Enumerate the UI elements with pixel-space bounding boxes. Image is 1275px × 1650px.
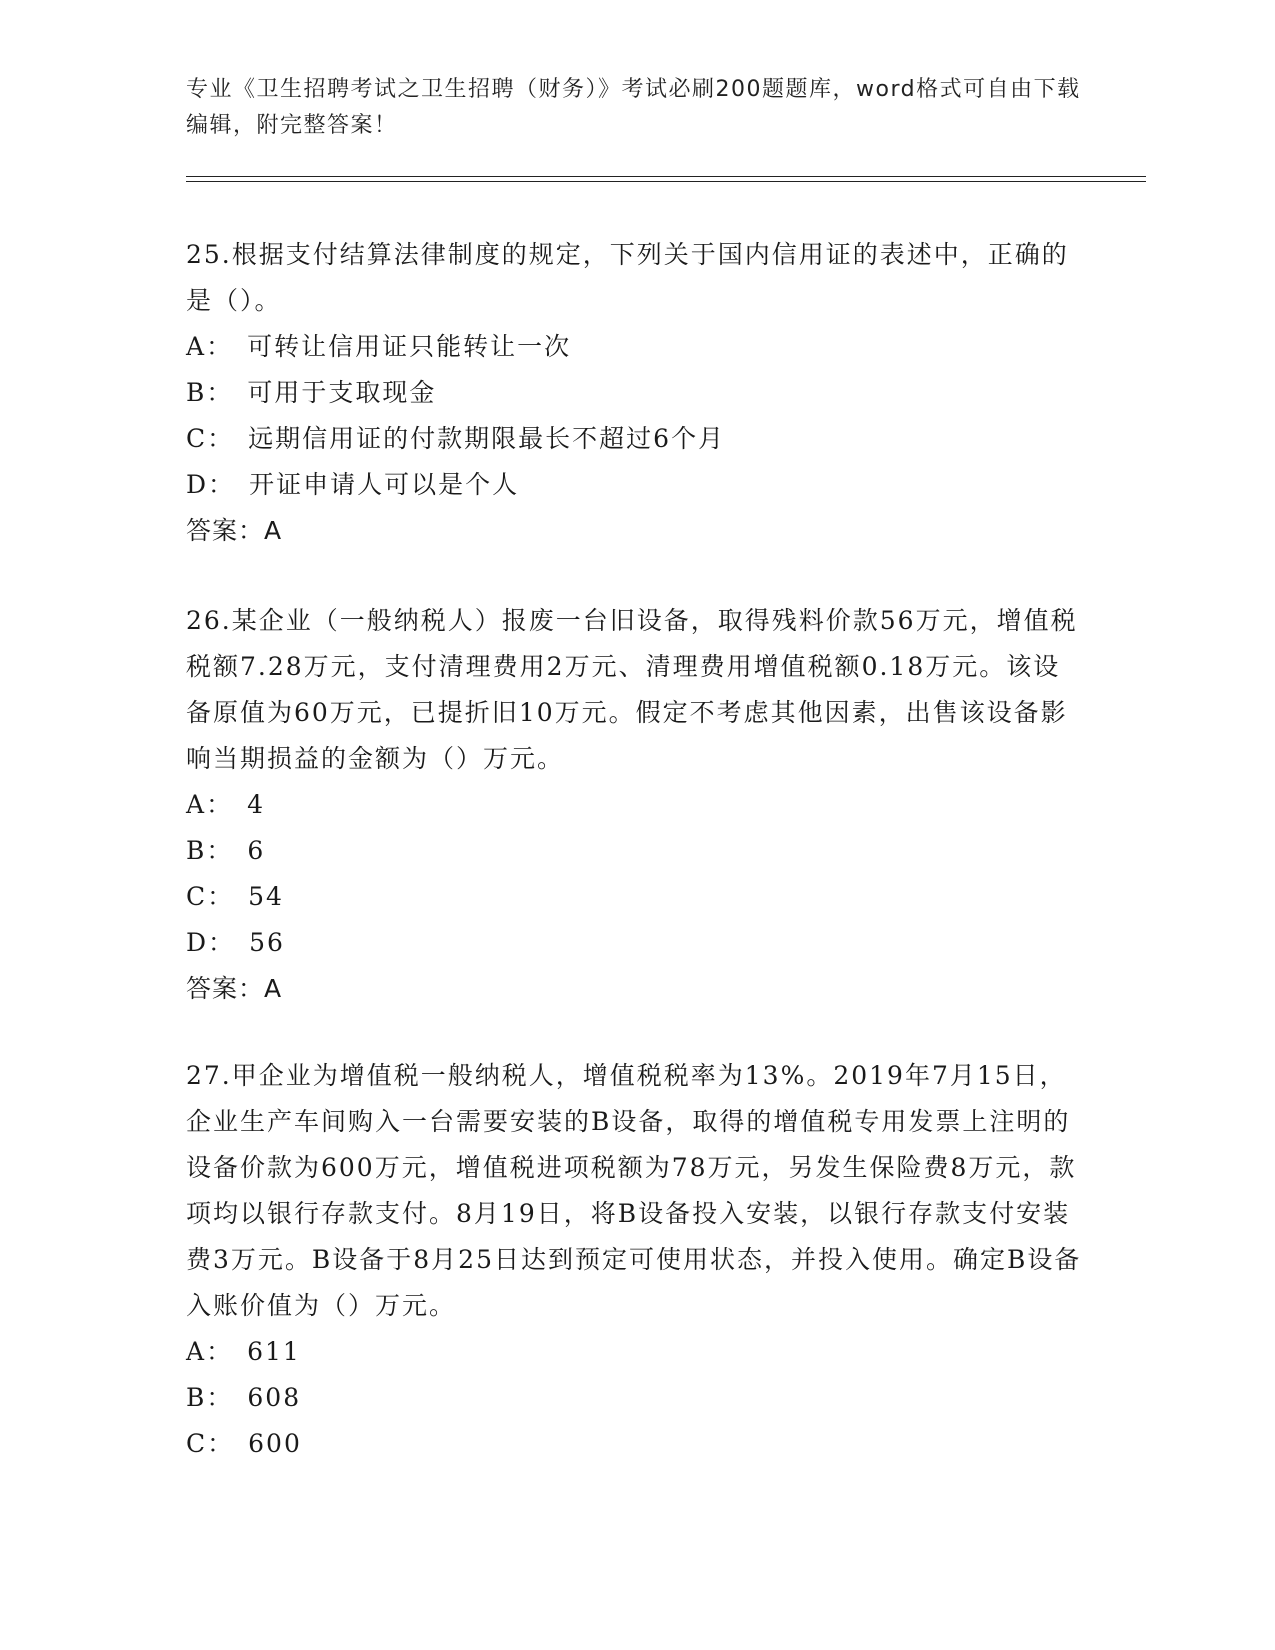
option-letter: C <box>186 882 208 911</box>
option-text: 4 <box>247 790 265 819</box>
option-letter: A <box>186 332 207 361</box>
option-text: 远期信用证的付款期限最长不超过6个月 <box>248 424 726 453</box>
option-text: 611 <box>247 1337 301 1366</box>
option-c <box>186 1421 1086 1467</box>
header-divider-bottom <box>186 181 1146 182</box>
option-c <box>186 416 1086 462</box>
option-text: 6 <box>247 836 266 865</box>
option-letter: B <box>186 1383 207 1412</box>
option-letter: B <box>186 378 207 407</box>
option-separator: ： <box>207 424 235 453</box>
option-text: 开证申请人可以是个人 <box>249 470 520 499</box>
option-separator: ： <box>206 790 234 819</box>
option-separator: ： <box>206 836 234 865</box>
option-separator: ： <box>207 1429 235 1458</box>
option-separator: ： <box>206 332 234 361</box>
option-letter: D <box>186 470 209 499</box>
option-a <box>186 782 1086 828</box>
option-letter: A <box>186 790 207 819</box>
option-separator: ： <box>206 1337 234 1366</box>
question-26 <box>186 598 1086 1012</box>
header-divider-top <box>186 176 1146 177</box>
option-text: 可转让信用证只能转让一次 <box>247 332 572 361</box>
option-c <box>186 874 1086 920</box>
option-a <box>186 324 1086 370</box>
question-stem: 27.甲企业为增值税一般纳税人，增值税税率为13%。2019年7月15日，企业生产车间购入一台需要安装的B设备，取得的增值税专用发票上注明的设备价款为600万元，增值税进项税额为78万元，另发生保险费8万元，款项均以银行存款支付。8月19日，将B设备投入安装，以银行存款支付安装费3万元。B设备于8月25日达到预定可使用状态，并投入使用。确定B设备入账价值为（）万元。 <box>186 1061 1082 1320</box>
option-separator: ： <box>206 1383 234 1412</box>
option-separator: ： <box>208 928 236 957</box>
option-b <box>186 828 1086 874</box>
option-text: 600 <box>248 1429 302 1458</box>
option-letter: A <box>186 1337 207 1366</box>
option-separator: ： <box>208 470 236 499</box>
option-text: 可用于支取现金 <box>247 378 437 407</box>
question-stem: 25.根据支付结算法律制度的规定，下列关于国内信用证的表述中，正确的是（）。 <box>186 240 1069 315</box>
question-stem: 26.某企业（一般纳税人）报废一台旧设备，取得残料价款56万元，增值税税额7.28万元，支付清理费用2万元、清理费用增值税额0.18万元。该设备原值为60万元，已提折旧10万元。假定不考虑其他因素，出售该设备影响当期损益的金额为（）万元。 <box>186 606 1078 773</box>
option-text: 56 <box>249 928 285 957</box>
option-text: 54 <box>248 882 284 911</box>
option-separator: ： <box>207 882 235 911</box>
option-letter: C <box>186 1429 208 1458</box>
option-letter: D <box>186 928 209 957</box>
option-a <box>186 1329 1086 1375</box>
option-b <box>186 1375 1086 1421</box>
option-d <box>186 920 1086 966</box>
option-d <box>186 462 1086 508</box>
document-header: 专业《卫生招聘考试之卫生招聘（财务）》考试必刷200题题库，word格式可自由下载编辑，附完整答案！ <box>186 77 1081 138</box>
answer-line: 答案：A <box>186 974 283 1003</box>
option-letter: C <box>186 424 208 453</box>
option-b <box>186 370 1086 416</box>
question-25 <box>186 232 1086 554</box>
option-letter: B <box>186 836 207 865</box>
question-27 <box>186 1053 1086 1467</box>
option-text: 608 <box>247 1383 302 1412</box>
answer-line: 答案：A <box>186 516 283 545</box>
option-separator: ： <box>206 378 234 407</box>
